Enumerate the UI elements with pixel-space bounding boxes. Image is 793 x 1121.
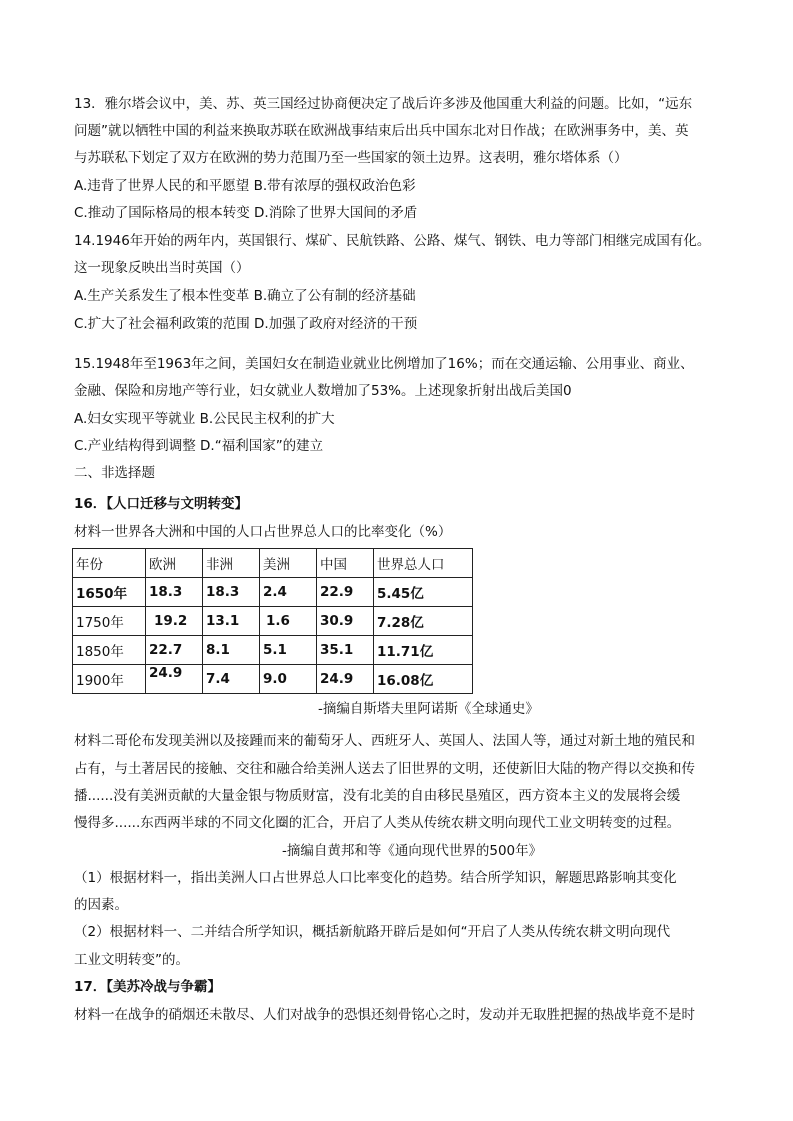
q15-stem-line-1: 15.1948年至1963年之间，美国妇女在制造业就业比例增加了16%；而在交通运输、公用事业、商业、	[74, 356, 694, 372]
table-cell: 2.4	[260, 578, 317, 607]
table-header-row	[73, 549, 473, 578]
table-cell: 19.2	[146, 607, 203, 636]
q17-title: 17．【美苏冷战与争霸】	[74, 979, 222, 995]
table-row	[73, 578, 473, 607]
table-cell: 18.3	[203, 578, 260, 607]
table-cell: 18.3	[146, 578, 203, 607]
table-cell: 24.9	[146, 665, 203, 694]
q16-material2-line-4: 慢得多......东西两半球的不同文化圈的汇合，开启了人类从传统农耕文明向现代工业文明转变的过程。	[74, 815, 681, 831]
q16-material2-line-3: 播......没有美洲贡献的大量金银与物质财富，没有北美的自由移民垦殖区，西方资本主义的发展将会缓	[74, 788, 681, 804]
table-cell: 1750年	[73, 607, 146, 636]
table-header-cell: 世界总人口	[374, 549, 473, 578]
q16-subquestion2-line-2: 工业文明转变”的。	[74, 952, 189, 968]
section-heading: 二、非选择题	[74, 465, 155, 481]
q16-material1-caption: 材料一世界各大洲和中国的人口占世界总人口的比率变化（%）	[74, 524, 452, 540]
q13-stem-line-1: 13．雅尔塔会议中，美、苏、英三国经过协商便决定了战后许多涉及他国重大利益的问题。比如，“远东	[74, 96, 693, 112]
table-row	[73, 636, 473, 665]
q13-options-cd: C.推动了国际格局的根本转变 D.消除了世界大国间的矛盾	[74, 205, 418, 221]
table-cell: 5.1	[260, 636, 317, 665]
q16-subquestion1-line-1: （1）根据材料一，指出美洲人口占世界总人口比率变化的趋势。结合所学知识，解题思路影响其变化	[74, 870, 677, 886]
table-cell: 9.0	[260, 665, 317, 694]
population-table	[72, 548, 473, 694]
table-header-cell: 欧洲	[146, 549, 203, 578]
table-cell: 5.45亿	[374, 578, 473, 607]
table-cell: 11.71亿	[374, 636, 473, 665]
table-cell: 1850年	[73, 636, 146, 665]
q16-title: 16．【人口迁移与文明转变】	[74, 496, 249, 512]
table-header-cell: 非洲	[203, 549, 260, 578]
q15-options-ab: A.妇女实现平等就业 B.公民民主权利的扩大	[74, 411, 335, 427]
table-cell: 7.28亿	[374, 607, 473, 636]
table-cell: 35.1	[317, 636, 374, 665]
table-cell: 1.6	[260, 607, 317, 636]
q14-stem-line-2: 这一现象反映出当时英国（）	[74, 260, 250, 276]
table-cell: 1650年	[73, 578, 146, 607]
table-row	[73, 665, 473, 694]
table-header-cell: 年份	[73, 549, 146, 578]
table-cell: 8.1	[203, 636, 260, 665]
q16-subquestion1-line-2: 的因素。	[74, 897, 128, 913]
q14-stem-line-1: 14.1946年开始的两年内，英国银行、煤矿、民航铁路、公路、煤气、钢铁、电力等部门相继完成国有化。	[74, 233, 711, 249]
q13-stem-line-2: 问题”就以牺牲中国的利益来换取苏联在欧洲战事结束后出兵中国东北对日作战；在欧洲事务中，美、英	[74, 123, 689, 139]
q13-options-ab: A.违背了世界人民的和平愿望 B.带有浓厚的强权政治色彩	[74, 178, 416, 194]
table-cell: 22.9	[317, 578, 374, 607]
q16-material2-line-1: 材料二哥伦布发现美洲以及接踵而来的葡萄牙人、西班牙人、英国人、法国人等，通过对新土地的殖民和	[74, 733, 695, 749]
table-cell: 16.08亿	[374, 665, 473, 694]
table-cell: 24.9	[317, 665, 374, 694]
q15-options-cd: C.产业结构得到调整 D.“福利国家”的建立	[74, 438, 324, 454]
q16-material2-line-2: 占有，与土著居民的接触、交往和融合给美洲人送去了旧世界的文明，还使新旧大陆的物产得以交换和传	[74, 761, 695, 777]
table-row	[73, 607, 473, 636]
q15-stem-line-2: 金融、保险和房地产等行业，妇女就业人数增加了53%。上述现象折射出战后美国0	[74, 383, 572, 399]
table-header-cell: 中国	[317, 549, 374, 578]
table-cell: 13.1	[203, 607, 260, 636]
table-cell: 22.7	[146, 636, 203, 665]
table-cell: 1900年	[73, 665, 146, 694]
source-citation-1: -摘编自斯塔夫里阿诺斯《全球通史》	[318, 701, 539, 717]
q13-stem-line-3: 与苏联私下划定了双方在欧洲的势力范围乃至一些国家的领土边界。这表明，雅尔塔体系（）	[74, 150, 628, 166]
source-citation-2: -摘编自黄邦和等《通向现代世界的500年》	[282, 843, 543, 859]
table-cell: 30.9	[317, 607, 374, 636]
q14-options-cd: C.扩大了社会福利政策的范围 D.加强了政府对经济的干预	[74, 316, 418, 332]
table-header-cell: 美洲	[260, 549, 317, 578]
q14-options-ab: A.生产关系发生了根本性变革 B.确立了公有制的经济基础	[74, 288, 416, 304]
q17-material1-line-1: 材料一在战争的硝烟还未散尽、人们对战争的恐惧还刻骨铭心之时，发动并无取胜把握的热战毕竟不是时	[74, 1007, 695, 1023]
table-cell: 7.4	[203, 665, 260, 694]
q16-subquestion2-line-1: （2）根据材料一、二并结合所学知识，概括新航路开辟后是如何“开启了人类从传统农耕文明向现代	[74, 924, 671, 940]
